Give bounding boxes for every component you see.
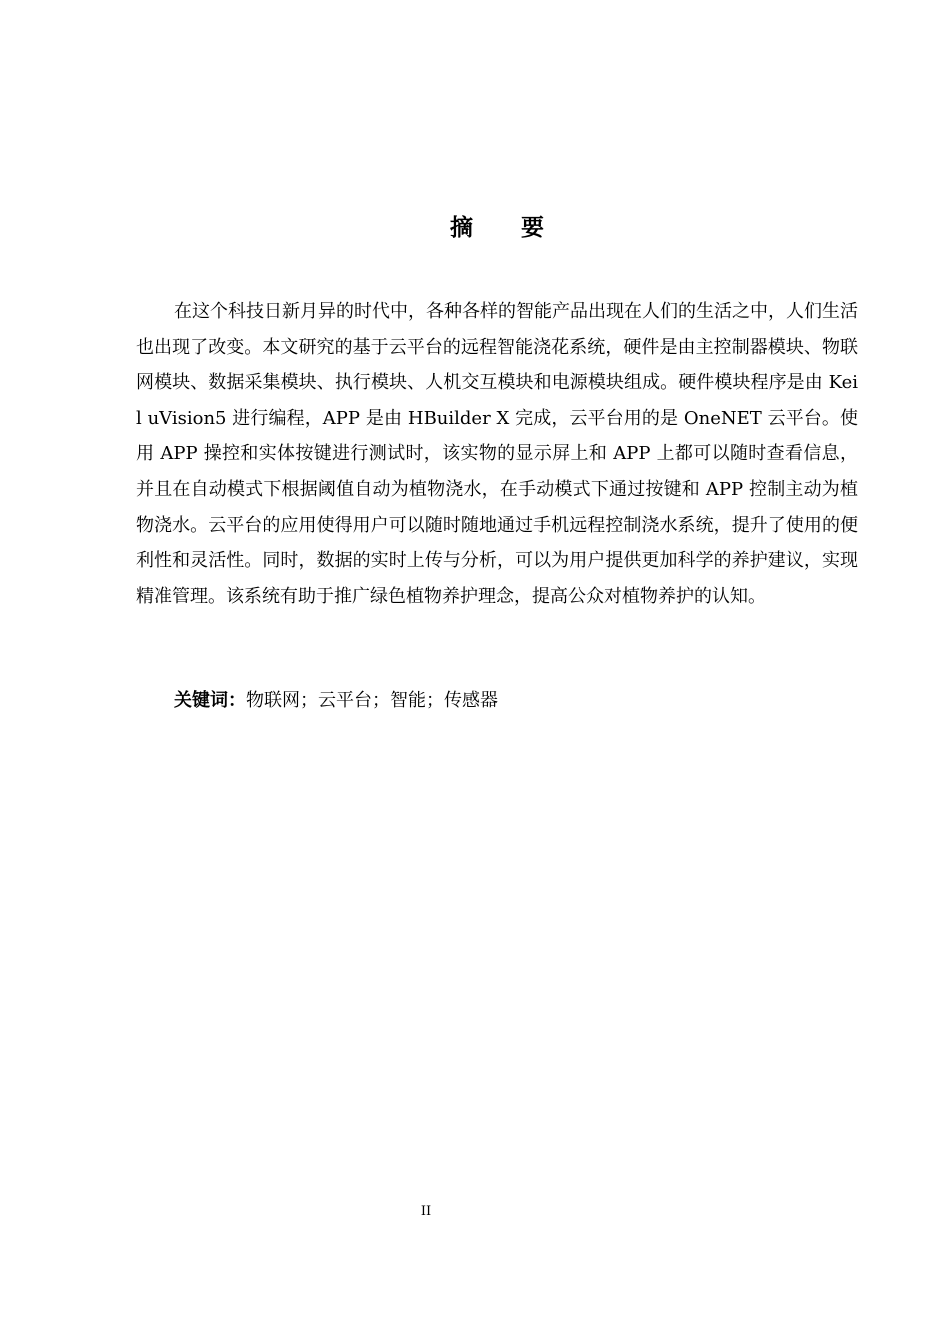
abstract-body: 在这个科技日新月异的时代中，各种各样的智能产品出现在人们的生活之中，人们生活也出现了改变。本文研究的基于云平台的远程智能浇花系统，硬件是由主控制器模块、物联网模块、数据采集模块、执行模块、人机交互模块和电源模块组成。硬件模块程序是由 Keil uVision5 进行编程，APP 是由 HBuilder X 完成，云平台用的是 OneNET 云平台。使用 APP 操控和实体按键进行测试时，该实物的显示屏上和 APP 上都可以随时查看信息，并且在自动模式下根据阈值自动为植物浇水，在手动模式下通过按键和 APP 控制主动为植物浇水。云平台的应用使得用户可以随时随地通过手机远程控制浇水系统，提升了使用的便利性和灵活性。同时，数据的实时上传与分析，可以为用户提供更加科学的养护建议，实现精准管理。该系统有助于推广绿色植物养护理念，提高公众对植物养护的认知。 — [136, 301, 858, 607]
keywords-list: 物联网；云平台；智能；传感器 — [246, 690, 498, 711]
keywords-line — [174, 683, 498, 718]
abstract-title-char-2: 要 — [521, 215, 546, 241]
page-number: II — [420, 1204, 432, 1219]
abstract-title-char-1: 摘 — [450, 215, 475, 241]
keywords-label: 关键词： — [174, 690, 246, 711]
abstract-title — [0, 210, 950, 246]
